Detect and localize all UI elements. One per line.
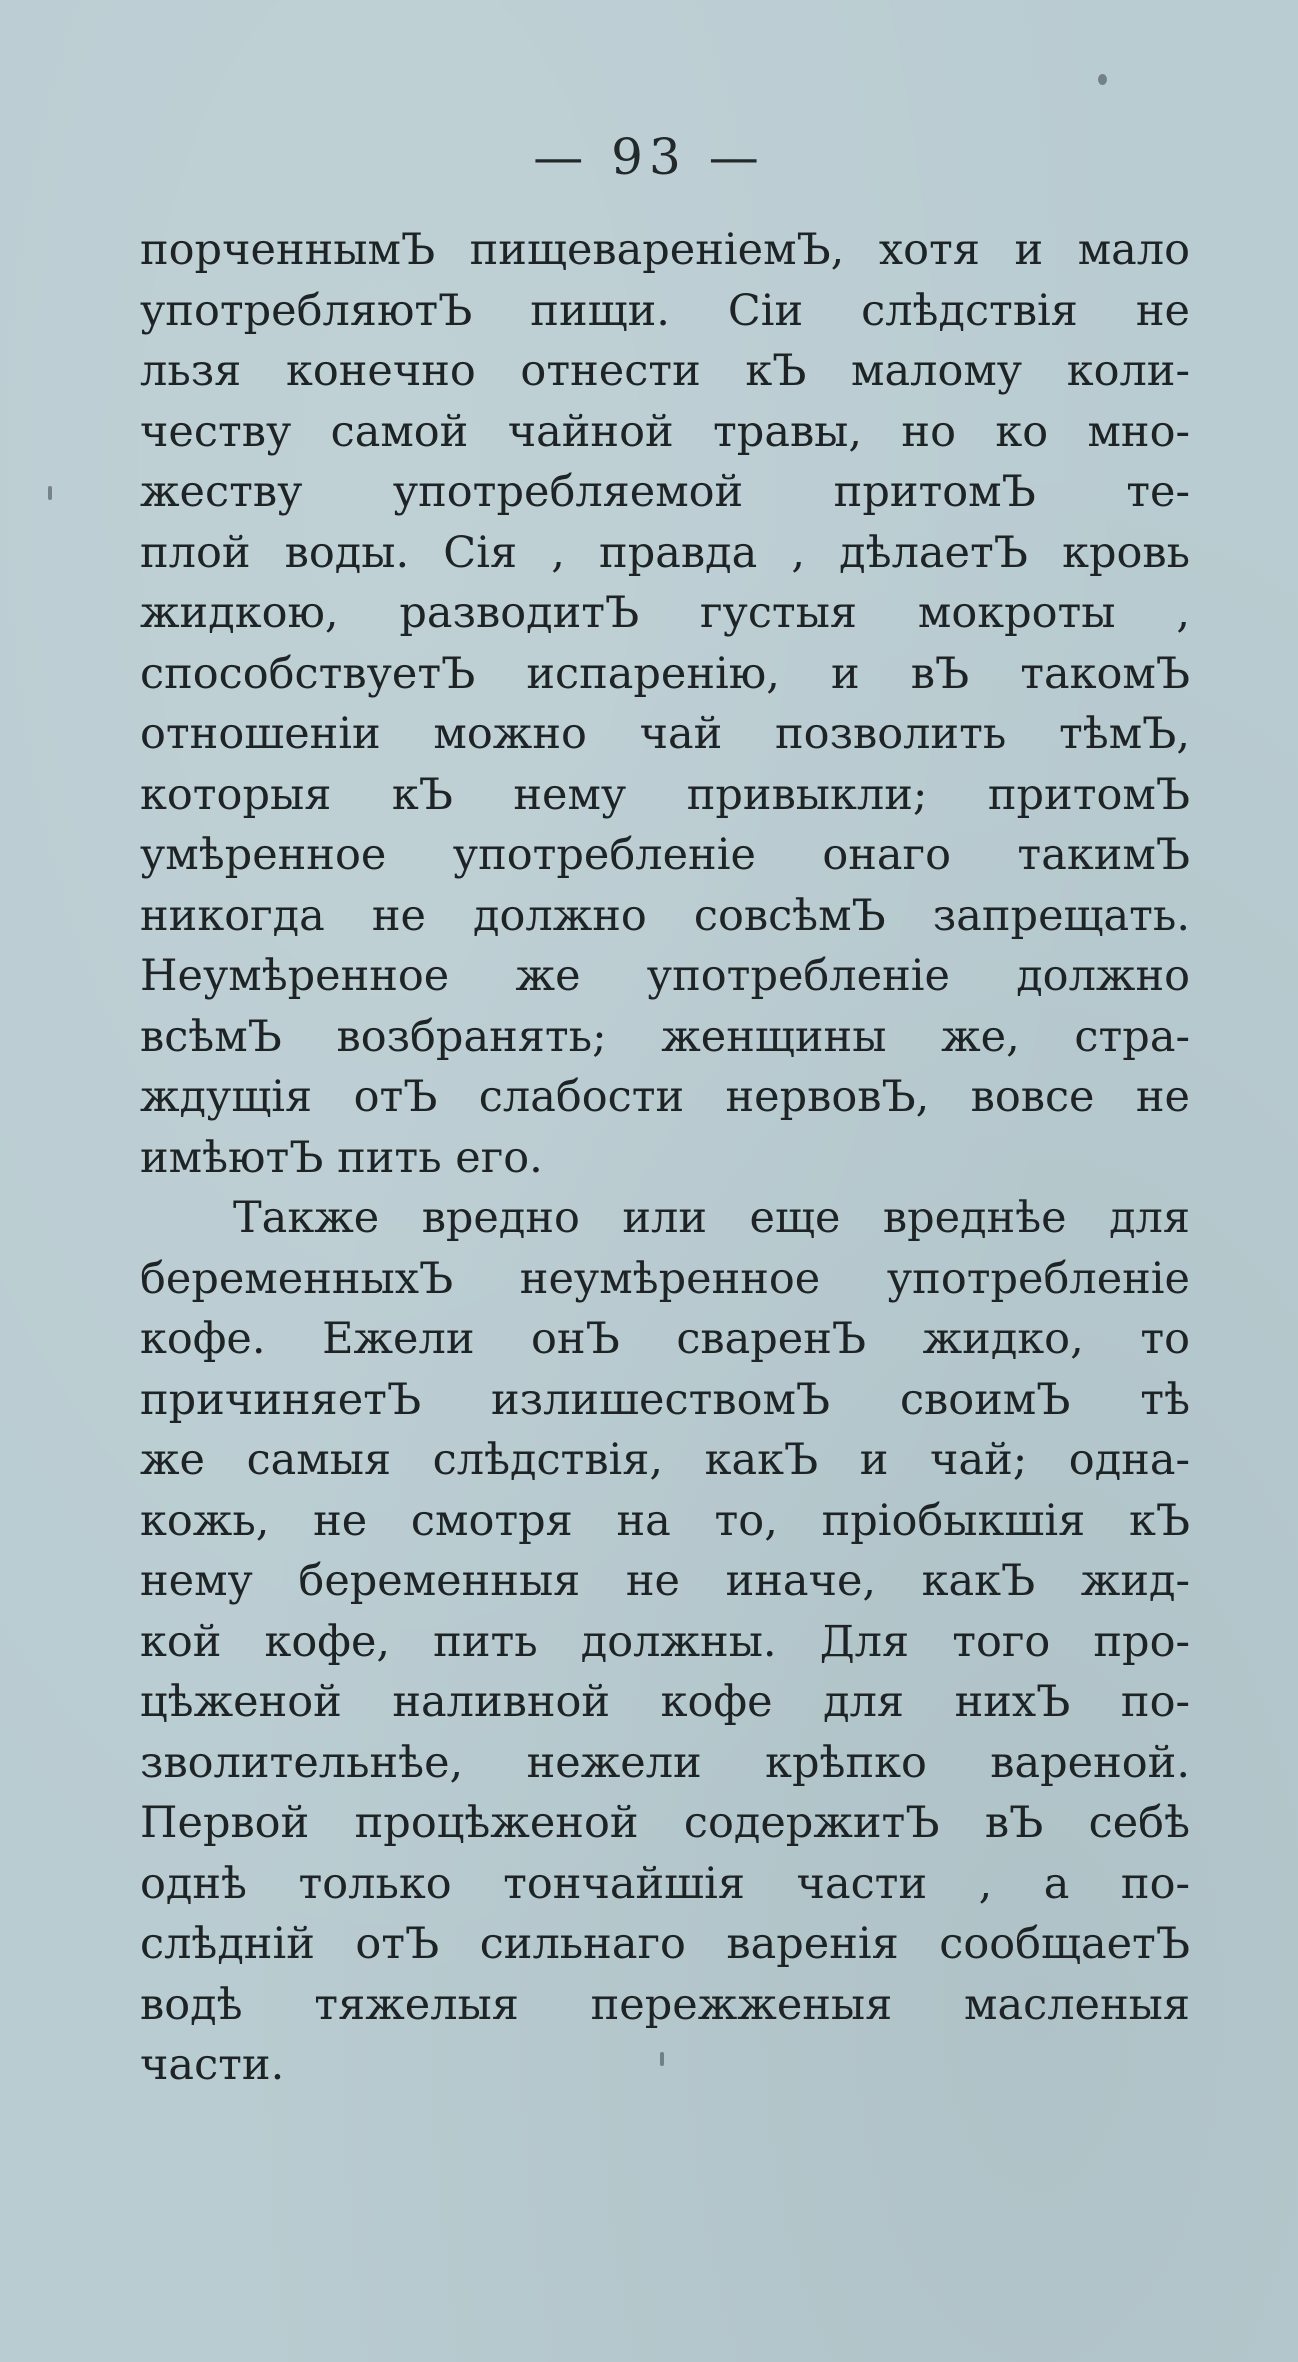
- ink-spot: [660, 2052, 664, 2066]
- body-text: [140, 220, 1190, 2096]
- ink-spot: [48, 486, 52, 500]
- text-line: зволительнѣе, нежели крѣпко вареной.: [140, 1737, 1190, 1788]
- text-line: кофе. Ежели онЪ сваренЪ жидко, то: [140, 1314, 1190, 1364]
- text-line: беременныхЪ неумѣренное употребленіе: [140, 1253, 1190, 1304]
- text-line: имѣютЪ пить его.: [140, 1132, 543, 1183]
- ink-spot: [1098, 74, 1107, 85]
- text-line: Первой процѣженой содержитЪ вЪ себѣ: [140, 1798, 1190, 1848]
- text-line: всѣмЪ возбранять; женщины же, стра-: [140, 1011, 1190, 1062]
- text-line: жидкою, разводитЪ густыя мокроты ,: [140, 588, 1190, 638]
- text-line: слѣдній отЪ сильнаго варенія сообщаетЪ: [140, 1919, 1190, 1969]
- text-line: плой воды. Сія , правда , дѣлаетЪ кровь: [140, 527, 1190, 578]
- text-line: части.: [140, 2040, 285, 2090]
- text-line: ждущія отЪ слабости нервовЪ, вовсе не: [140, 1072, 1190, 1122]
- text-line: льзя конечно отнести кЪ малому коли-: [140, 346, 1190, 396]
- text-line: же самыя слѣдствія, какЪ и чай; одна-: [140, 1435, 1190, 1485]
- text-line: которыя кЪ нему привыкли; притомЪ: [140, 769, 1190, 820]
- text-line: жеству употребляемой притомЪ те-: [140, 467, 1190, 517]
- paragraph-1: [140, 220, 1190, 1188]
- text-line: кожь, не смотря на то, пріобыкшія кЪ: [140, 1495, 1190, 1546]
- text-line: цѣженой наливной кофе для нихЪ по-: [140, 1677, 1190, 1727]
- text-line: однѣ только тончайшія части , а по-: [140, 1858, 1190, 1909]
- paragraph-2: [140, 1188, 1190, 2096]
- text-line: Также вредно или еще вреднѣе для: [233, 1193, 1190, 1243]
- text-line: употребляютЪ пищи. Сіи слѣдствія не: [140, 285, 1190, 336]
- text-line: никогда не должно совсѣмЪ запрещать.: [140, 890, 1190, 941]
- text-line: порченнымЪ пищевареніемЪ, хотя и мало: [140, 225, 1190, 275]
- text-line: нему беременныя не иначе, какЪ жид-: [140, 1556, 1190, 1606]
- text-line: Неумѣренное же употребленіе должно: [140, 951, 1190, 1001]
- text-line: водѣ тяжелыя пережженыя масленыя: [140, 1979, 1190, 2030]
- text-line: умѣренное употребленіе онаго такимЪ: [140, 830, 1190, 880]
- text-line: способствуетЪ испаренію, и вЪ такомЪ: [140, 648, 1190, 699]
- text-line: отношеніи можно чай позволить тѣмЪ,: [140, 709, 1190, 759]
- text-line: честву самой чайной травы, но ко мно-: [140, 406, 1190, 457]
- text-line: кой кофе, пить должны. Для того про-: [140, 1616, 1190, 1667]
- page-number: — 93 —: [533, 128, 765, 186]
- text-line: причиняетЪ излишествомЪ своимЪ тѣ: [140, 1374, 1190, 1425]
